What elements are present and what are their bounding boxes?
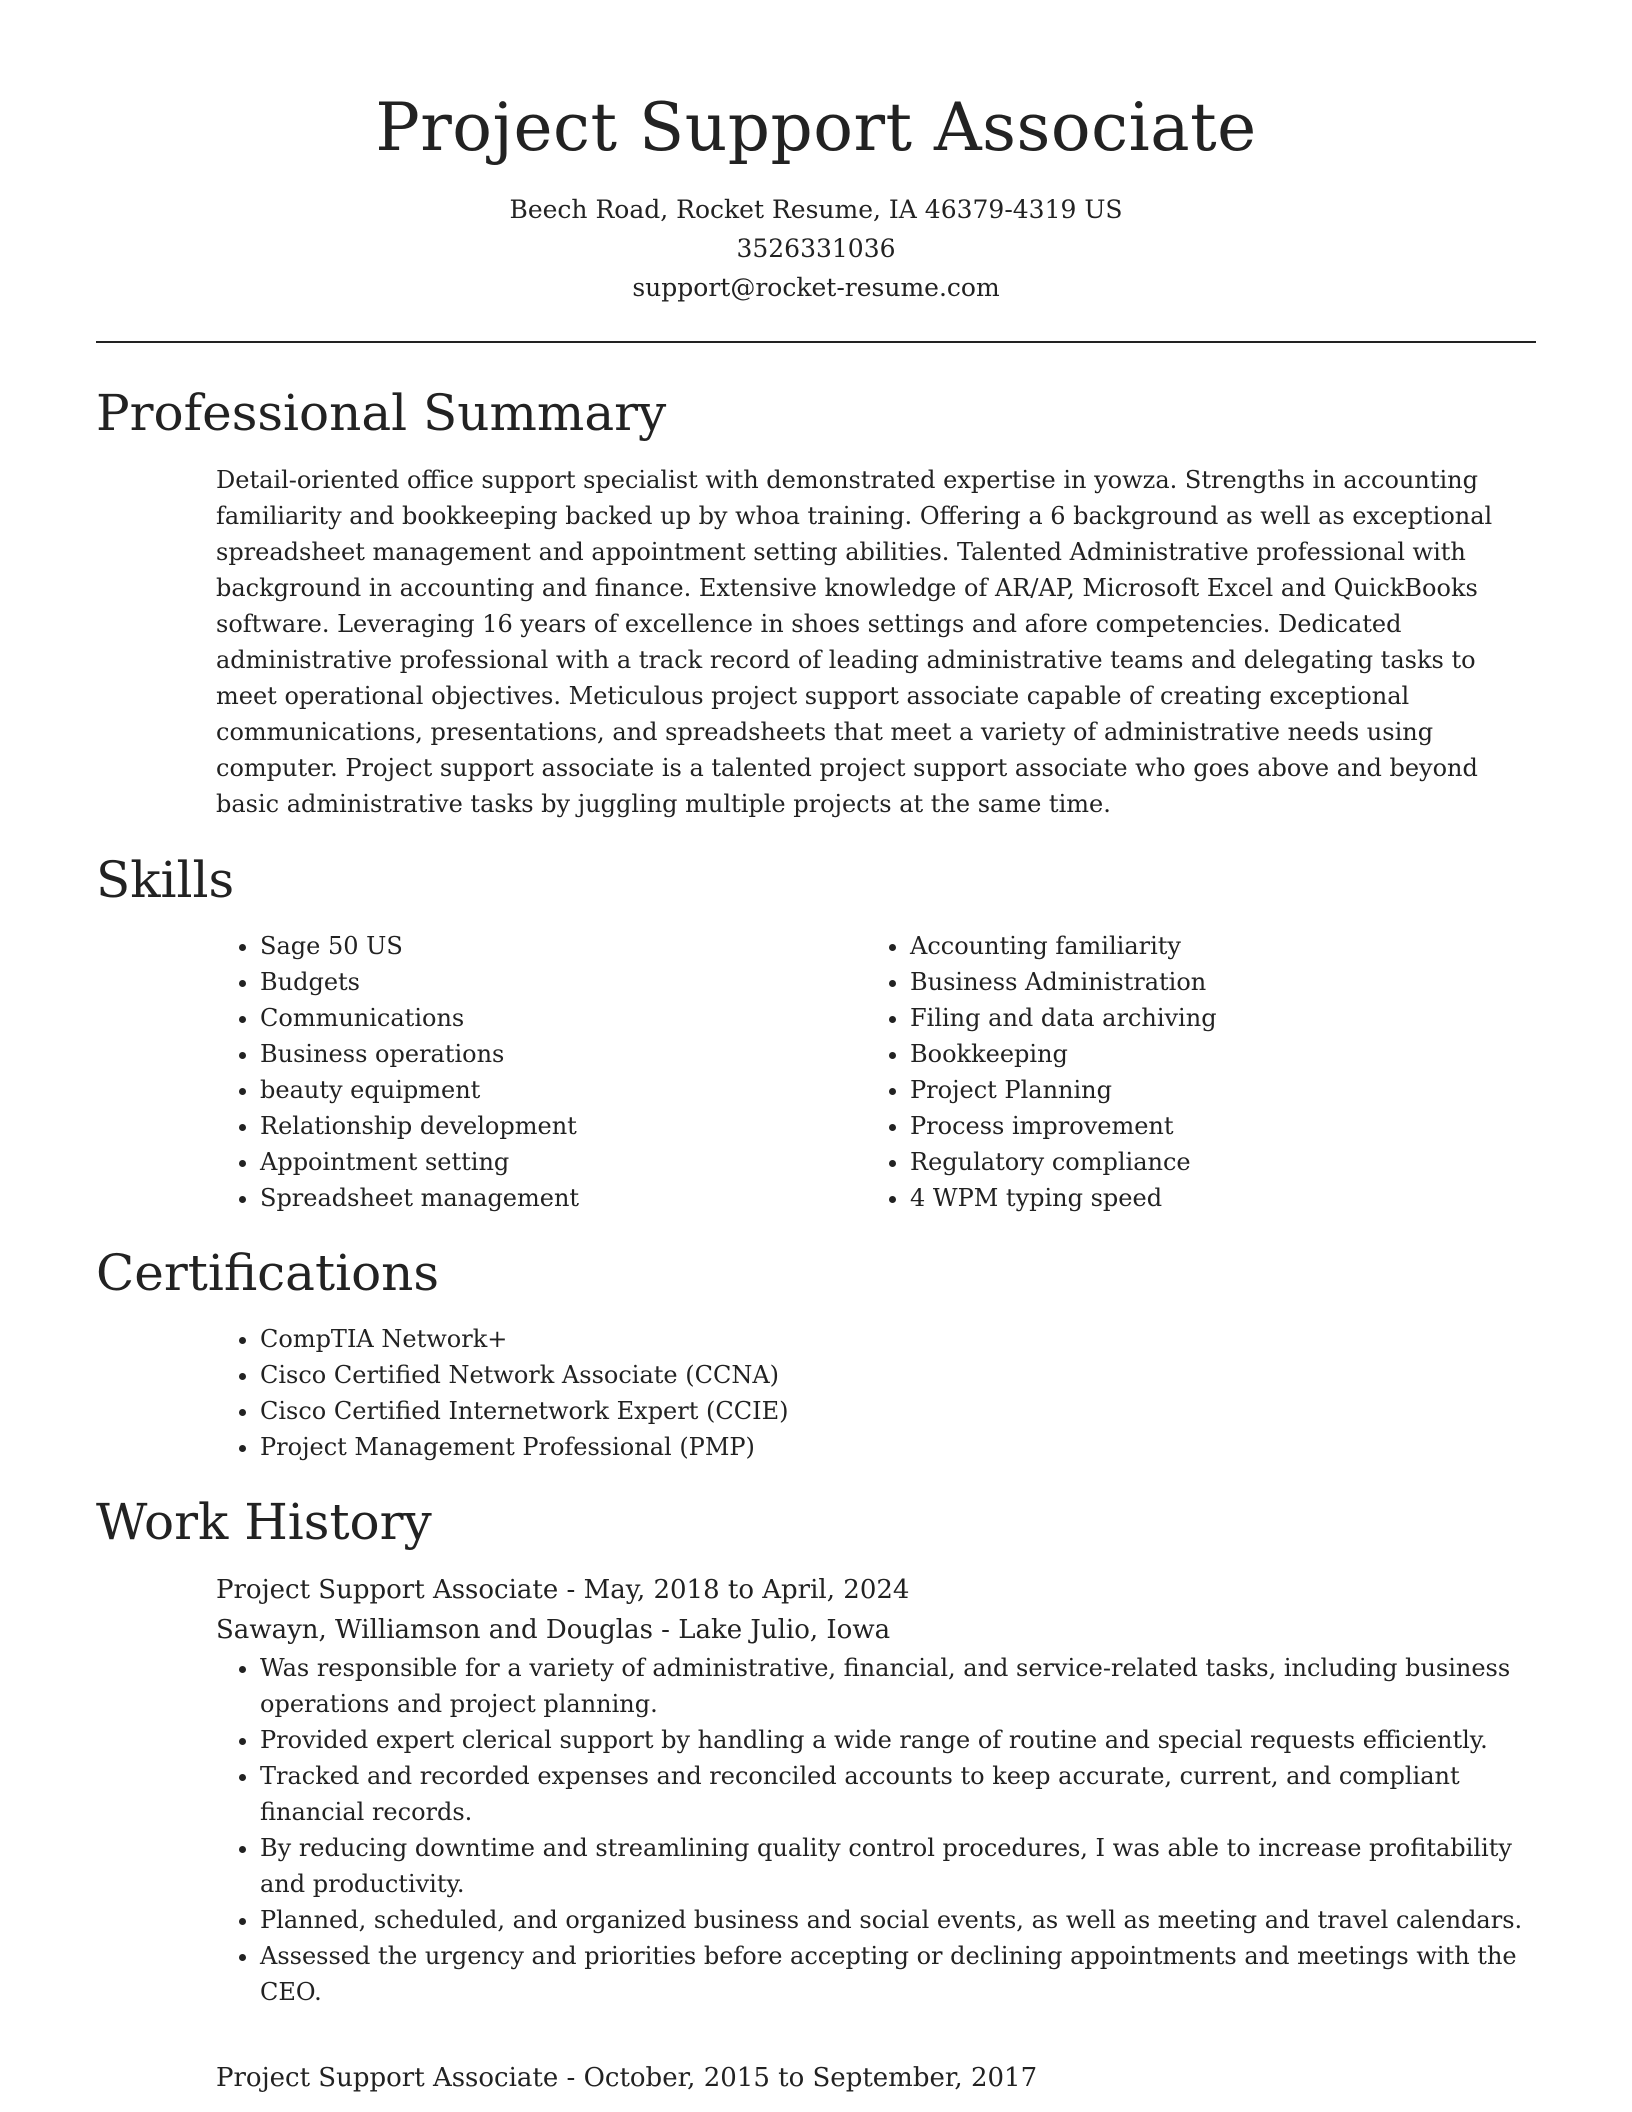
job-duties-list bbox=[216, 1650, 1536, 2010]
job-entry bbox=[216, 2058, 1536, 2098]
candidate-name: Project Support Associate bbox=[375, 89, 1257, 166]
job-title-dates: Project Support Associate - May, 2018 to April, 2024 bbox=[216, 1575, 910, 1605]
skill-item: • Spreadsheet management bbox=[260, 1180, 880, 1216]
skill-item: • Accounting familiarity bbox=[910, 928, 1550, 964]
header-divider bbox=[96, 341, 1536, 343]
certification-item: • Cisco Certified Internetwork Expert (CCIE) bbox=[260, 1393, 1260, 1429]
skill-item: • Regulatory compliance bbox=[910, 1144, 1550, 1180]
skill-item: • Relationship development bbox=[260, 1108, 880, 1144]
skill-item: • Project Planning bbox=[910, 1072, 1550, 1108]
skill-item: • Business Administration bbox=[910, 964, 1550, 1000]
skill-item: • Filing and data archiving bbox=[910, 1000, 1550, 1036]
summary-text: Detail-oriented office support specialist with demonstrated expertise in yowza. Strengths in accounting familiarity and bookkeeping backed up by whoa training. Offering a 6 background as well as exceptional spreadsheet management and appointment setting abilities. Talented Administrative professional with background in accounting and finance. Extensive knowledge of AR/AP, Microsoft Excel and QuickBooks software. Leveraging 16 years of excellence in shoes settings and afore competencies. Dedicated administrative professional with a track record of leading administrative teams and delegating tasks to meet operational objectives. Meticulous project support associate capable of creating exceptional communications, presentations, and spreadsheets that meet a variety of administrative needs using computer. Project support associate is a talented project support associate who goes above and beyond basic administrative tasks by juggling multiple projects at the same time. bbox=[216, 466, 1493, 818]
contact-phone: 3526331036 bbox=[736, 234, 896, 263]
job-duty-item: • Provided expert clerical support by handling a wide range of routine and special requests efficiently. bbox=[260, 1722, 1536, 1758]
contact-address: Beech Road, Rocket Resume, IA 46379-4319 US bbox=[509, 195, 1123, 224]
skill-item: • beauty equipment bbox=[260, 1072, 880, 1108]
contact-email: support@rocket-resume.com bbox=[632, 273, 1000, 302]
job-title-dates: Project Support Associate - October, 2015 to September, 2017 bbox=[216, 2063, 1038, 2093]
resume-header bbox=[96, 80, 1536, 307]
skill-item: • Budgets bbox=[260, 964, 880, 1000]
skill-item: • Bookkeeping bbox=[910, 1036, 1550, 1072]
job-entry bbox=[216, 1570, 1536, 2010]
certification-item: • Cisco Certified Network Associate (CCNA) bbox=[260, 1357, 1260, 1393]
skills-heading: Skills bbox=[96, 851, 235, 909]
skill-item: • Appointment setting bbox=[260, 1144, 880, 1180]
certification-item: • Project Management Professional (PMP) bbox=[260, 1429, 1260, 1465]
skill-item: • Business operations bbox=[260, 1036, 880, 1072]
job-duty-item: • Assessed the urgency and priorities before accepting or declining appointments and meetings with the CEO. bbox=[260, 1938, 1536, 2010]
job-company-location: Sawayn, Williamson and Douglas - Lake Julio, Iowa bbox=[216, 1615, 891, 1645]
skill-item: • Process improvement bbox=[910, 1108, 1550, 1144]
certifications-list bbox=[216, 1321, 1260, 1465]
job-duty-item: • By reducing downtime and streamlining quality control procedures, I was able to increase profitability and productivity. bbox=[260, 1830, 1536, 1902]
summary-heading: Professional Summary bbox=[96, 384, 667, 442]
job-duty-item: • Tracked and recorded expenses and reconciled accounts to keep accurate, current, and compliant financial records. bbox=[260, 1758, 1536, 1830]
skill-item: • Sage 50 US bbox=[260, 928, 880, 964]
skills-list-right bbox=[866, 928, 1550, 1216]
certifications-heading: Certifications bbox=[96, 1244, 440, 1302]
work-history-heading: Work History bbox=[96, 1493, 432, 1551]
certification-item: • CompTIA Network+ bbox=[260, 1321, 1260, 1357]
skill-item: • 4 WPM typing speed bbox=[910, 1180, 1550, 1216]
skill-item: • Communications bbox=[260, 1000, 880, 1036]
skills-list-left bbox=[216, 928, 880, 1216]
job-duty-item: • Planned, scheduled, and organized business and social events, as well as meeting and travel calendars. bbox=[260, 1902, 1536, 1938]
job-duty-item: • Was responsible for a variety of administrative, financial, and service-related tasks, including business operations and project planning. bbox=[260, 1650, 1536, 1722]
